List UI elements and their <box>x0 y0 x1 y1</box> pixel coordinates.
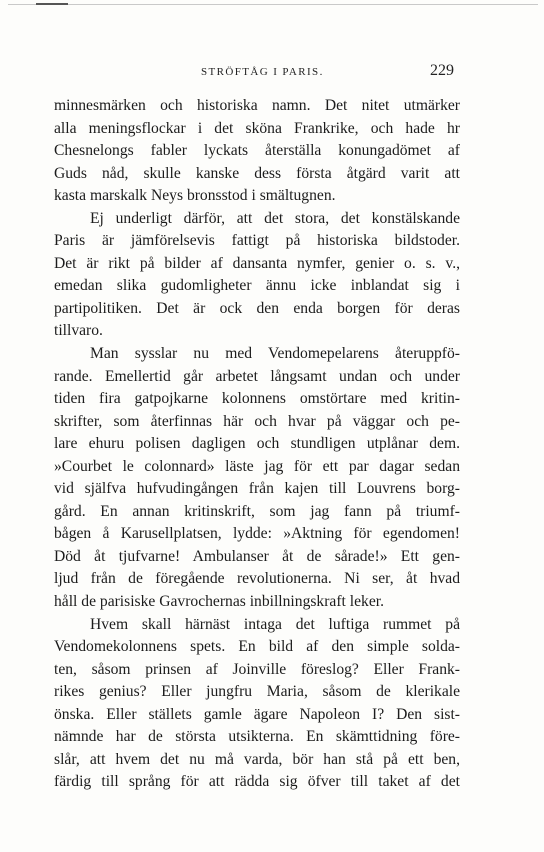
body-text <box>54 95 460 794</box>
text-line: partipolitiken. Det är ock den enda borgen för deras <box>54 299 460 317</box>
text-line: emedan slika gudomligheter ännu icke inblandat sig i <box>54 277 460 295</box>
text-line: skrifter, som återfinnas här och hvar på väggar och pe- <box>54 412 460 430</box>
text-line: lare ehuru polisen dagligen och stundligen utplånar dem. <box>54 435 460 453</box>
text-line: Ej underligt därför, att det stora, det konstälskande <box>90 209 460 227</box>
text-line: slår, att hvem det nu må varda, bör han stå på ett ben, <box>54 750 460 768</box>
text-line: färdig till språng för att rädda sig öfver till taket af det <box>54 773 460 791</box>
text-line: Vendomekolonnens spets. En bild af den simple solda- <box>54 638 460 656</box>
top-edge-mark <box>36 3 68 5</box>
text-line: ljud från de föregående revolutionerna. Ni ser, åt hvad <box>54 570 460 588</box>
text-line: ten, såsom prinsen af Joinville föreslog? Eller Frank- <box>54 660 460 678</box>
text-line: vid själfva hufvudingången från kajen till Louvrens borg- <box>54 480 460 498</box>
running-head: STRÖFTÅG I PARIS. <box>201 66 324 78</box>
text-line: alla meningsflockar i det sköna Frankrike, och hade hr <box>54 119 460 137</box>
text-line: Paris är jämförelsevis fattigt på historiska bildstoder. <box>54 232 460 250</box>
text-line: rikes genius? Eller jungfru Maria, såsom de klerikale <box>54 683 460 701</box>
text-line: gård. En annan kritinskrift, som jag fann på triumf- <box>54 502 460 520</box>
text-line: håll de parisiske Gavrochernas inbillningskraft leker. <box>54 593 384 611</box>
text-line: Guds nåd, skulle kanske dess första åtgärd varit att <box>54 164 460 182</box>
text-line: rande. Emellertid går arbetet långsamt undan och under <box>54 367 460 385</box>
text-line: Död åt tjufvarne! Ambulanser åt de sårade!» Ett gen- <box>54 547 460 565</box>
text-line: kasta marskalk Neys bronsstod i smältugnen. <box>54 187 336 205</box>
text-line: Det är rikt på bilder af dansanta nymfer, genier o. s. v., <box>54 254 460 272</box>
text-line: nämnde har de största utsikterna. En skämttidning före- <box>54 728 460 746</box>
text-line: »Courbet le colonnard» läste jag för ett par dagar sedan <box>54 457 460 475</box>
text-line: Chesnelongs fabler lyckats återställa konungadömet af <box>54 142 460 160</box>
text-line: tillvaro. <box>54 322 103 340</box>
text-line: önska. Eller ställets gamle ägare Napoleon I? Den sist- <box>54 705 460 723</box>
page-number: 229 <box>430 62 454 79</box>
text-line: Man sysslar nu med Vendomepelarens återuppfö- <box>90 345 460 363</box>
top-edge-rule <box>8 4 538 5</box>
text-line: tiden fira gatpojkarne kolonnens omstörtare med kritin- <box>54 390 460 408</box>
text-line: Hvem skall härnäst intaga det luftiga rummet på <box>90 615 460 633</box>
text-line: bågen å Karusellplatsen, lydde: »Aktning för egendomen! <box>54 525 460 543</box>
text-line: minnesmärken och historiska namn. Det nitet utmärker <box>54 97 460 114</box>
